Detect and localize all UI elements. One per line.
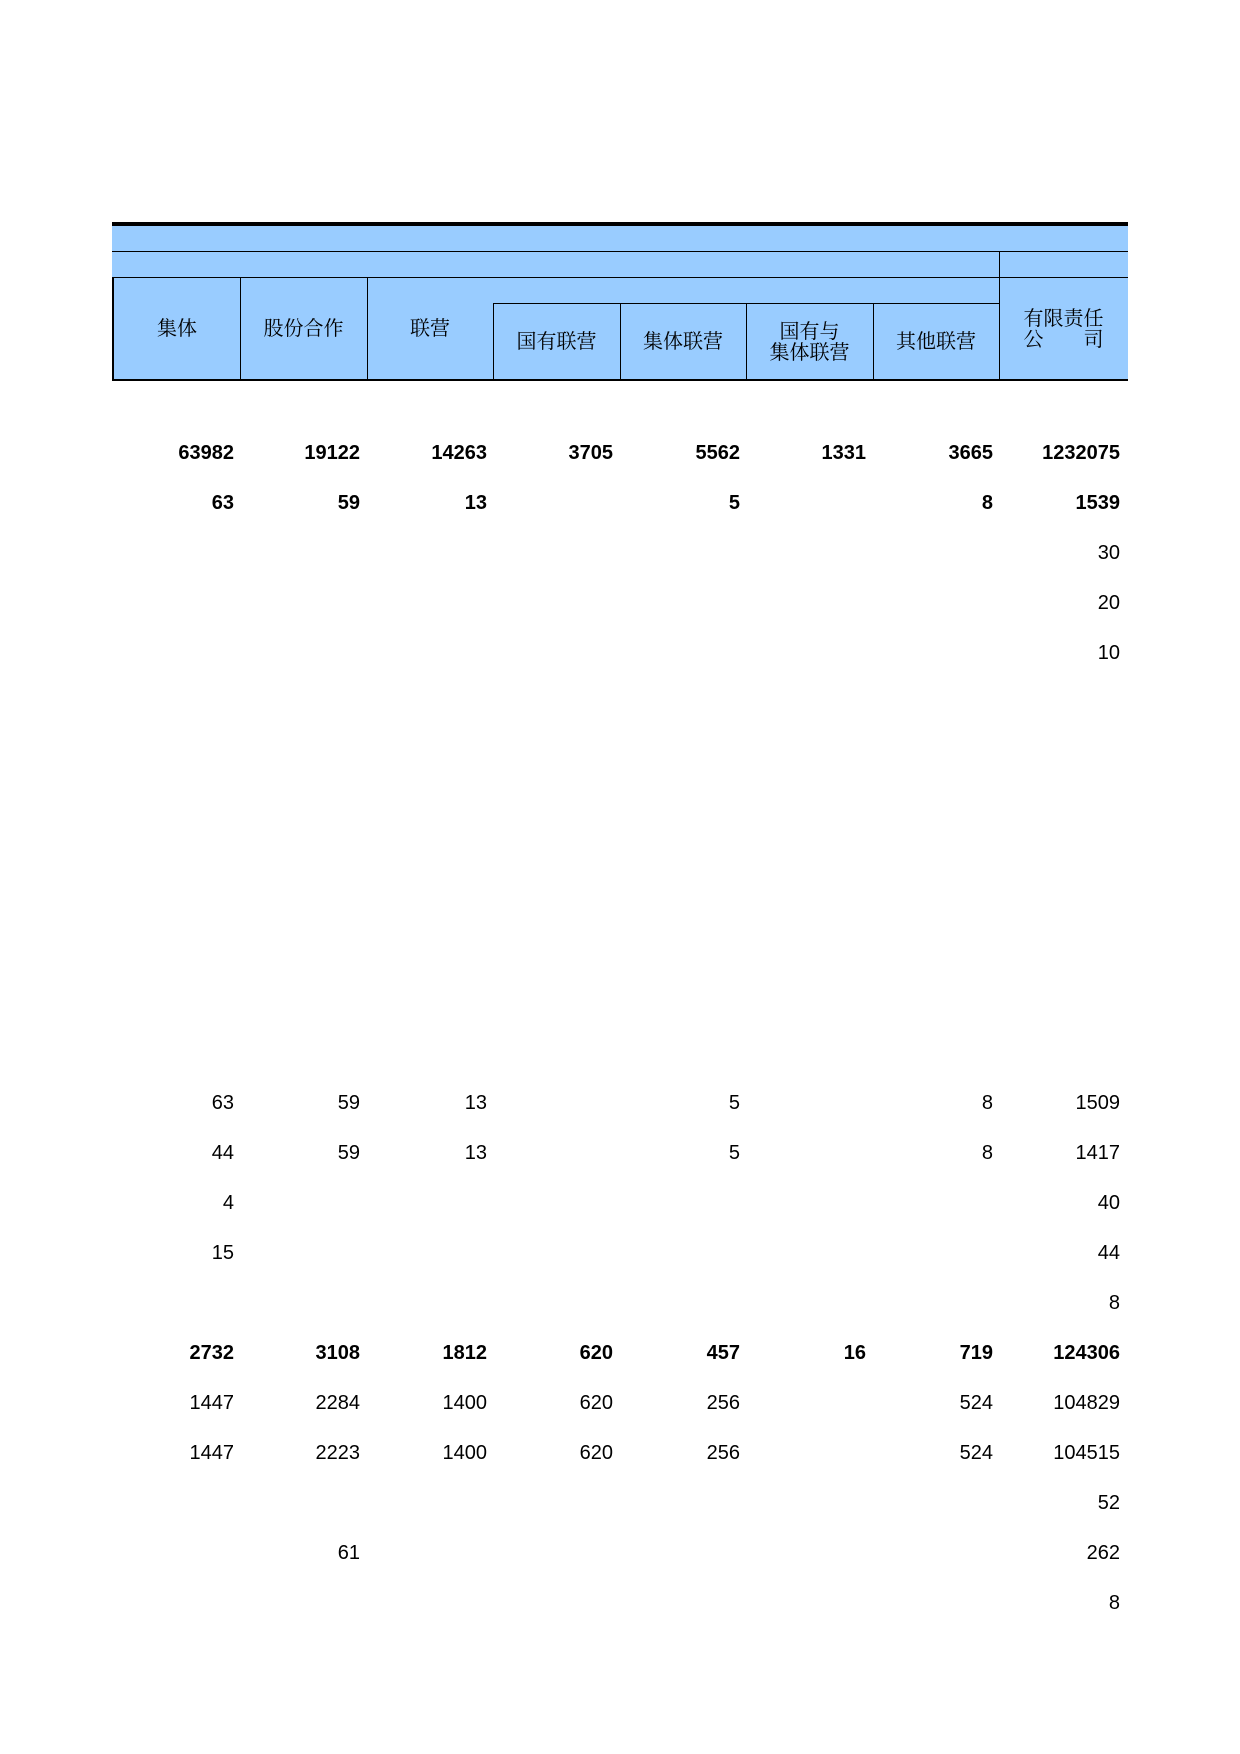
table-cell: 63 [211, 1092, 234, 1114]
table-cell: 8 [981, 1142, 993, 1164]
table-cell: 61 [337, 1542, 360, 1564]
table-cell: 2223 [315, 1442, 360, 1464]
table-cell: 5 [728, 1142, 740, 1164]
table-cell: 1400 [442, 1442, 487, 1464]
header-divider [746, 303, 747, 379]
table-cell: 4 [222, 1192, 234, 1214]
table-cell: 19122 [304, 442, 360, 464]
header-divider [620, 303, 621, 379]
table-cell: 262 [1086, 1542, 1120, 1564]
table-cell: 457 [706, 1342, 740, 1364]
table-cell: 1417 [1075, 1142, 1120, 1164]
table-cell: 14263 [431, 442, 487, 464]
table-cell: 20 [1097, 592, 1120, 614]
table-cell: 256 [706, 1392, 740, 1414]
table-cell: 30 [1097, 542, 1120, 564]
header-cell-guoyou-jiti-lianying: 国有与 集体联营 [769, 318, 850, 364]
table-cell: 63982 [178, 442, 234, 464]
table-header [112, 278, 1128, 381]
table-cell: 719 [959, 1342, 993, 1364]
table-cell: 40 [1097, 1192, 1120, 1214]
table-cell: 524 [959, 1442, 993, 1464]
table-cell: 52 [1097, 1492, 1120, 1514]
table-cell: 8 [1108, 1292, 1120, 1314]
table-cell: 3665 [948, 442, 993, 464]
table-cell: 1509 [1075, 1092, 1120, 1114]
table-cell: 5 [728, 1092, 740, 1114]
table-cell: 1331 [821, 442, 866, 464]
header-cell-jiti-lianying: 集体联营 [643, 329, 723, 353]
header-divider [367, 278, 368, 379]
table-cell: 620 [579, 1442, 613, 1464]
table-cell: 44 [211, 1142, 234, 1164]
table-cell: 1400 [442, 1392, 487, 1414]
table-cell: 13 [464, 492, 487, 514]
table-cell: 8 [981, 492, 993, 514]
table-cell: 13 [464, 1142, 487, 1164]
table-cell: 104829 [1053, 1392, 1120, 1414]
header-divider [493, 303, 494, 379]
header-band-middle [112, 252, 1128, 278]
table-cell: 3108 [315, 1342, 360, 1364]
table-cell: 59 [337, 1092, 360, 1114]
table-cell: 2732 [189, 1342, 234, 1364]
table-cell: 256 [706, 1442, 740, 1464]
table-cell: 620 [579, 1342, 613, 1364]
table-cell: 1812 [442, 1342, 487, 1364]
table-cell: 16 [843, 1342, 866, 1364]
table-cell: 8 [981, 1092, 993, 1114]
table-cell: 8 [1108, 1592, 1120, 1614]
table-cell: 1447 [189, 1392, 234, 1414]
table-cell: 59 [337, 492, 360, 514]
table-cell: 13 [464, 1092, 487, 1114]
table-cell: 5562 [695, 442, 740, 464]
table-cell: 59 [337, 1142, 360, 1164]
table-cell: 2284 [315, 1392, 360, 1414]
table-cell: 620 [579, 1392, 613, 1414]
table-cell: 15 [211, 1242, 234, 1264]
table-cell: 44 [1097, 1242, 1120, 1264]
header-cell-gufen: 股份合作 [263, 316, 344, 340]
table-cell: 104515 [1053, 1442, 1120, 1464]
table-cell: 524 [959, 1392, 993, 1414]
table-cell: 5 [728, 492, 740, 514]
header-cell-lianying: 联营 [410, 316, 450, 340]
header-cell-jiti: 集体 [157, 316, 197, 340]
table-cell: 1539 [1075, 492, 1120, 514]
header-cell-youxian: 有限责任 公 司 [1023, 305, 1104, 351]
header-cell-qita-lianying: 其他联营 [896, 329, 976, 353]
table-cell: 1447 [189, 1442, 234, 1464]
header-band-top [112, 226, 1128, 252]
table-cell: 10 [1097, 642, 1120, 664]
header-divider [999, 252, 1000, 379]
table-cell: 63 [211, 492, 234, 514]
header-cell-guoyou-lianying: 国有联营 [516, 329, 597, 353]
table-cell: 1232075 [1042, 442, 1120, 464]
header-divider [873, 303, 874, 379]
header-divider [240, 278, 241, 379]
table-cell: 124306 [1053, 1342, 1120, 1364]
table-cell: 3705 [568, 442, 613, 464]
